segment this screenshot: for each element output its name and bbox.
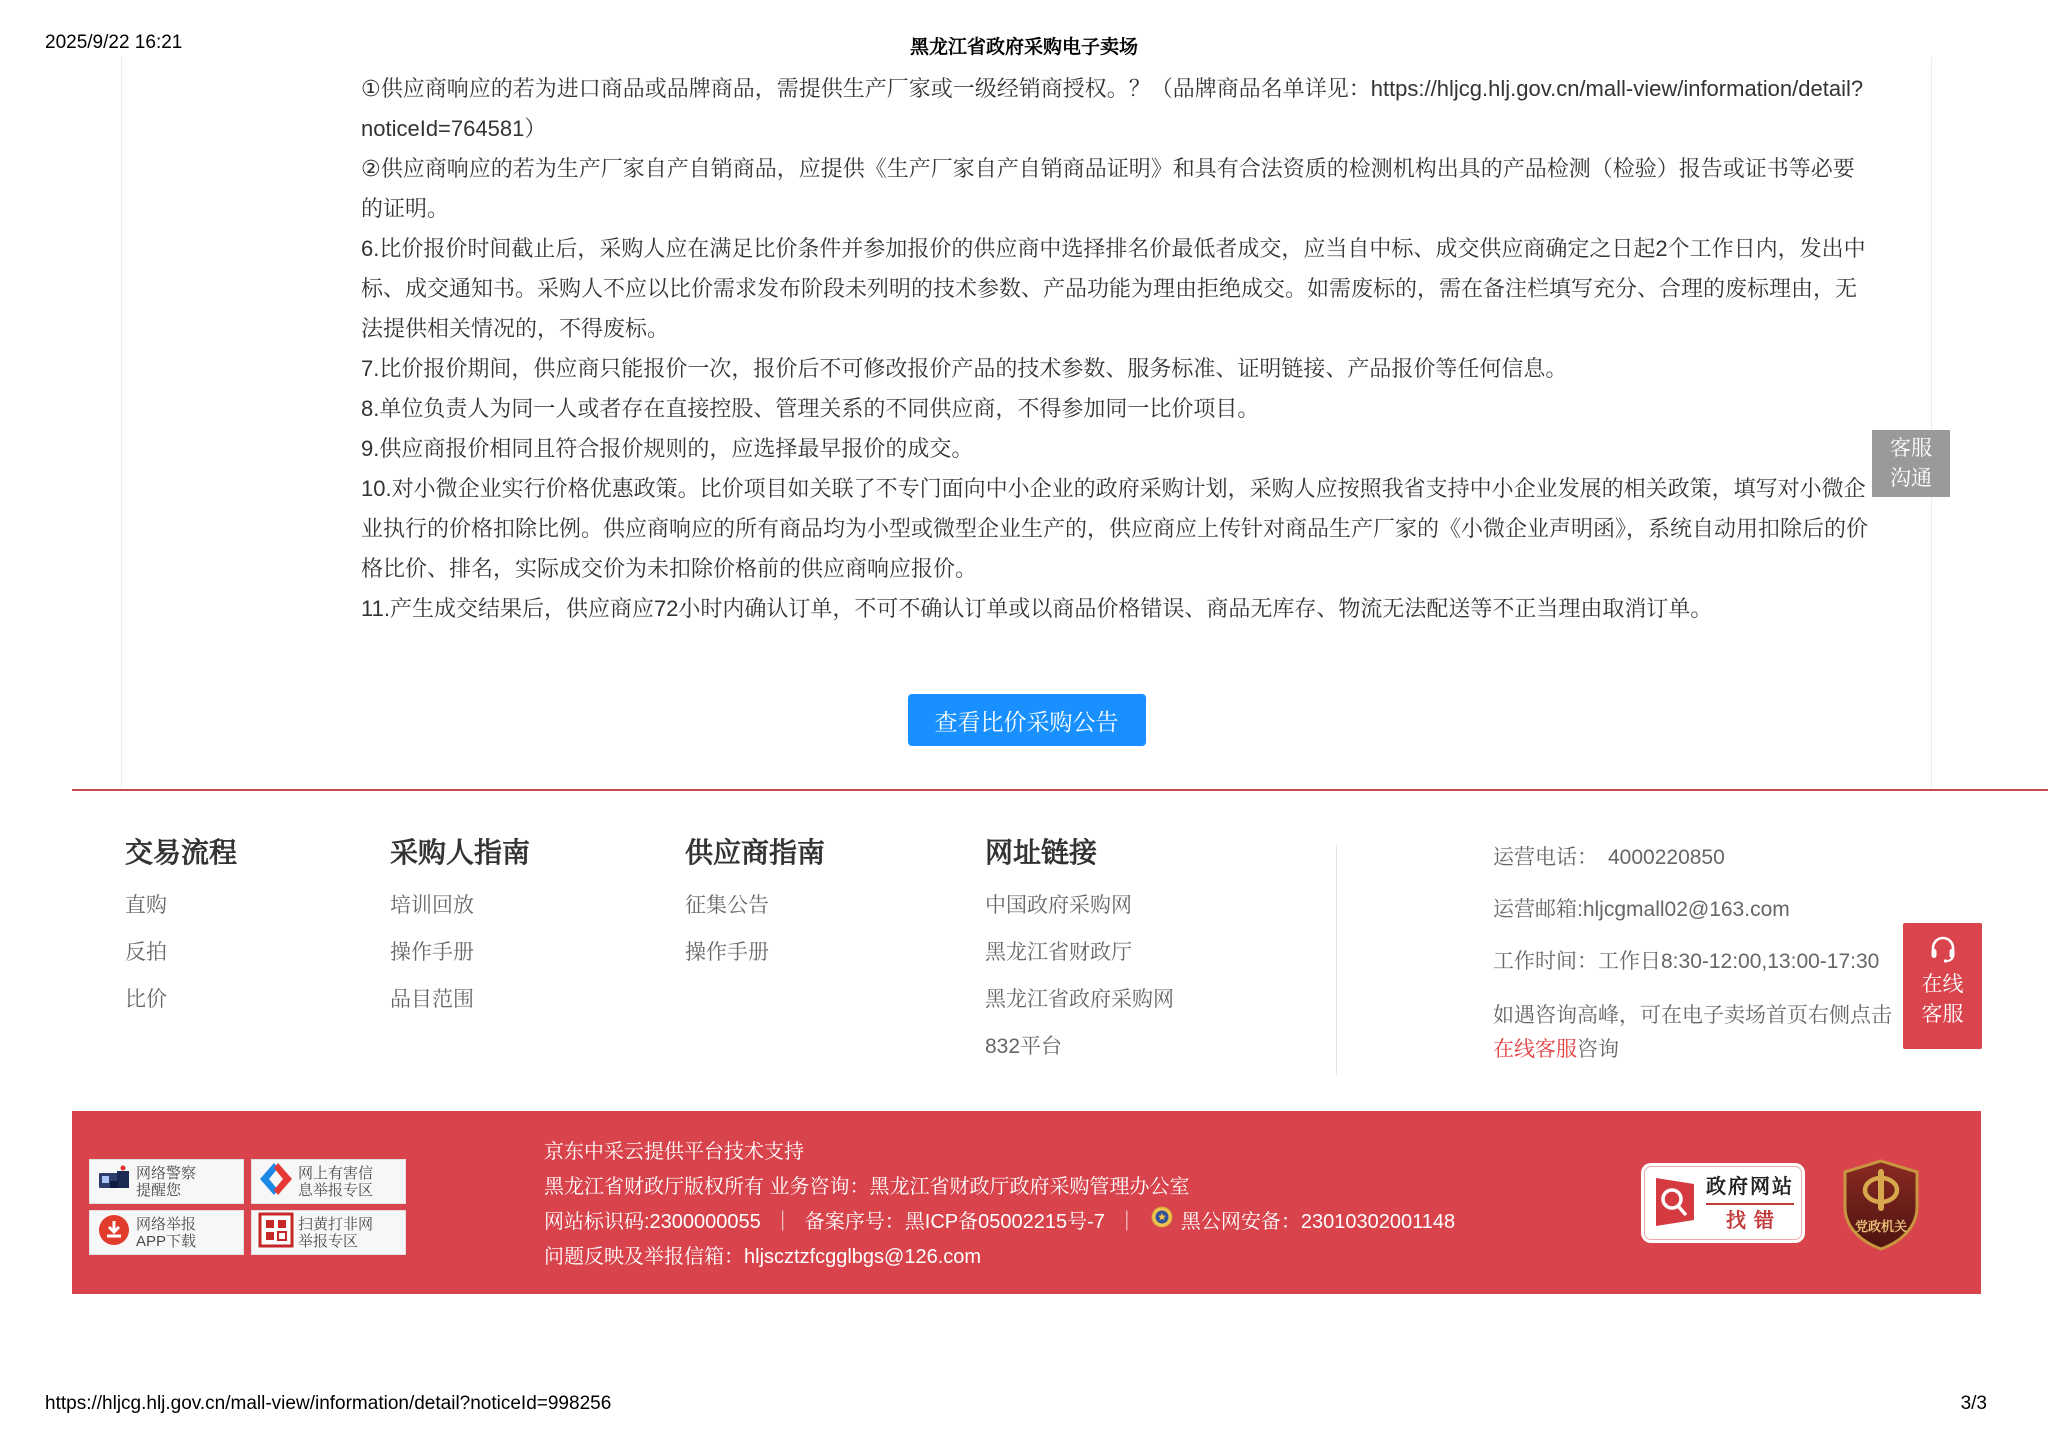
footer-link-collection-notice[interactable]: 征集公告 [685, 894, 769, 917]
rule-paragraph: ②供应商响应的若为生产厂家自产自销商品，应提供《生产厂家自产自销商品证明》和具有合法资质的检测机构出具的产品检测（检验）报告或证书等必要的证明。 [361, 156, 1855, 221]
notice-rules [361, 69, 1873, 629]
gov-site-error-report-badge[interactable]: 政府网站 找错 [1641, 1163, 1805, 1243]
footer-column-title: 采购人指南 [390, 837, 531, 868]
footer-link-832-platform[interactable]: 832平台 [985, 1035, 1063, 1058]
registration-line: 网站标识码:2300000055 ｜ 备案序号：黑ICP备05002215号-7 ｜ 黑公网安备：23010302001148 [544, 1205, 1455, 1240]
footer-column-title: 交易流程 [125, 837, 238, 868]
contact-phone-line: 运营电话： 4000220850 [1493, 846, 1725, 869]
rule-paragraph: 6.比价报价时间截止后，采购人应在满足比价条件并参加报价的供应商中选择排名价最低者成交，应当自中标、成交供应商确定之日起2个工作日内，发出中标、成交通知书。采购人不应以比价需求发布阶段未列明的技术参数、产品功能为理由拒绝成交。如需废标的，需在备注栏填写充分、合理的废标理由，无法提供相关情况的，不得废标。 [361, 236, 1866, 341]
content-container [121, 57, 1932, 789]
online-service-link[interactable]: 在线客服 [1493, 1038, 1577, 1061]
shield-label: 党政机关 [1854, 1219, 1908, 1234]
footer-link-direct-purchase[interactable]: 直购 [125, 894, 167, 917]
footer-vertical-divider [1336, 845, 1337, 1075]
footer-column-supplier-guide [685, 836, 825, 986]
rule-paragraph: 7.比价报价期间，供应商只能报价一次，报价后不可修改报价产品的技术参数、服务标准、证明链接、产品报价等任何信息。 [361, 356, 1568, 381]
badge-cyber-police[interactable]: 网络警察 提醒您 [89, 1159, 244, 1204]
footer-link-manual[interactable]: 操作手册 [685, 941, 769, 964]
contact-peak-note: 如遇咨询高峰，可在电子卖场首页右侧点击 在线客服咨询 [1493, 1004, 1892, 1061]
public-security-number: 黑公网安备：23010302001148 [1180, 1211, 1456, 1233]
footer-link-category-scope[interactable]: 品目范围 [390, 988, 474, 1011]
contact-phone-number: 4000220850 [1608, 846, 1725, 869]
headset-icon [1927, 952, 1959, 969]
customer-service-chat-widget[interactable]: 客服 沟通 [1872, 430, 1950, 497]
footer-link-manual[interactable]: 操作手册 [390, 941, 474, 964]
icp-number: 备案序号：黑ICP备05002215号-7 [804, 1211, 1105, 1233]
flag-magnifier-icon [1652, 1175, 1698, 1232]
badge-harmful-info-report[interactable]: 网上有害信 息举报专区 [251, 1159, 406, 1204]
footer-link-hlj-procurement[interactable]: 黑龙江省政府采购网 [985, 988, 1174, 1011]
print-url: https://hljcg.hlj.gov.cn/mall-view/information/detail?noticeId=998256 [45, 1393, 612, 1414]
party-gov-organ-shield-badge[interactable] [1839, 1159, 1923, 1251]
footer-column-purchaser-guide [390, 836, 530, 1033]
print-title: 黑龙江省政府采购电子卖场 [909, 37, 1138, 58]
footer-bar-text [544, 1135, 1455, 1275]
footer-link-price-comparison[interactable]: 比价 [125, 988, 167, 1011]
rule-paragraph: 10.对小微企业实行价格优惠政策。比价项目如关联了不专门面向中小企业的政府采购计划，采购人应按照我省支持中小企业发展的相关政策，填写对小微企业执行的价格扣除比例。供应商响应的所有商品均为小型或微型企业生产的，供应商应上传针对商品生产厂家的《小微企业声明函》，系统自动用扣除后的价格比价、排名，实际成交价为未扣除价格前的供应商响应报价。 [361, 476, 1869, 581]
harmful-info-icon [252, 1161, 298, 1202]
download-icon [90, 1212, 136, 1253]
badge-report-app-download[interactable]: 网络举报 APP下载 [89, 1210, 244, 1255]
police-emblem-icon [1151, 1205, 1173, 1240]
tech-support-line: 京东中采云提供平台技术支持 [544, 1141, 804, 1163]
footer-column-title: 网址链接 [985, 837, 1098, 868]
view-price-comparison-notice-button[interactable]: 查看比价采购公告 [908, 694, 1146, 746]
rule-paragraph: 8.单位负责人为同一人或者存在直接控股、管理关系的不同供应商，不得参加同一比价项目。 [361, 396, 1260, 421]
online-customer-service-widget[interactable]: 在线 客服 [1903, 923, 1982, 1049]
footer-link-reverse-auction[interactable]: 反拍 [125, 941, 167, 964]
anti-porn-seal-icon [252, 1212, 298, 1253]
rule-paragraph: 11.产生成交结果后，供应商应72小时内确认订单，不可不确认订单或以商品价格错误、商品无库存、物流无法配送等不正当理由取消订单。 [361, 596, 1713, 621]
report-badges [89, 1159, 406, 1255]
cyber-police-icon [90, 1161, 136, 1202]
footer-link-hlj-finance[interactable]: 黑龙江省财政厅 [985, 941, 1132, 964]
site-code: 网站标识码:2300000055 [544, 1211, 761, 1233]
footer-column-trade-process [125, 836, 237, 1033]
badge-anti-porn-report[interactable]: 扫黄打非网 举报专区 [251, 1210, 406, 1255]
copyright-line: 黑龙江省财政厅版权所有 业务咨询：黑龙江省财政厅政府采购管理办公室 [544, 1176, 1190, 1198]
contact-hours-line: 工作时间：工作日8:30-12:00,13:00-17:30 [1493, 950, 1880, 973]
footer-link-ccgp[interactable]: 中国政府采购网 [985, 894, 1132, 917]
print-page-indicator: 3/3 [1960, 1393, 1987, 1414]
footer-column-site-links [985, 836, 1174, 1080]
footer-column-title: 供应商指南 [685, 837, 826, 868]
footer-bar [72, 1111, 1981, 1294]
report-email-line: 问题反映及举报信箱：hljscztzfcgglbgs@126.com [544, 1246, 982, 1268]
footer-contact-block [1493, 843, 1913, 1067]
footer-link-training-replay[interactable]: 培训回放 [390, 894, 474, 917]
rule-paragraph: ①供应商响应的若为进口商品或品牌商品，需提供生产厂家或一级经销商授权。？（品牌商品名单详见：https://hljcg.hlj.gov.cn/mall-view/information/detail?noticeId=764581） [361, 76, 1864, 141]
footer-divider-line [72, 789, 2048, 791]
print-datetime: 2025/9/22 16:21 [45, 32, 183, 53]
contact-email-line: 运营邮箱:hljcgmall02@163.com [1493, 898, 1790, 921]
rule-paragraph: 9.供应商报价相同且符合报价规则的，应选择最早报价的成交。 [361, 436, 974, 461]
